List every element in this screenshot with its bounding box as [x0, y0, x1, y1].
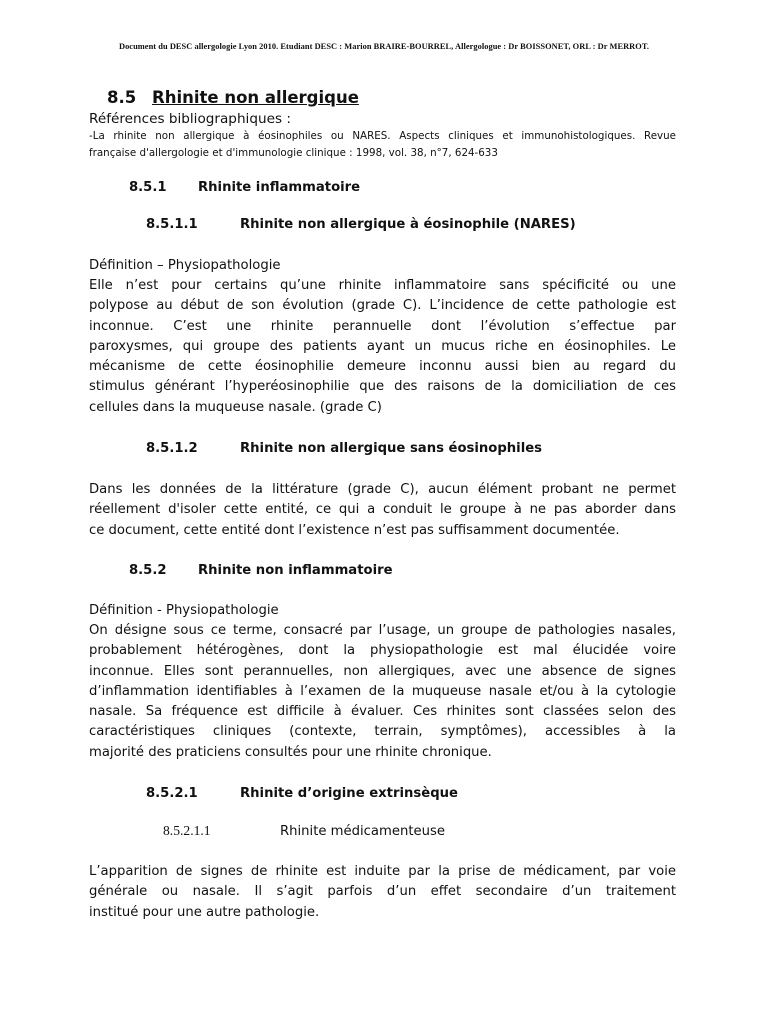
heading-number: 8.5.1.2 — [146, 441, 198, 456]
text-line: paroxysmes, qui groupe des patients ayant un mucus riche en éosinophiles. Le — [89, 338, 676, 354]
heading-number: 8.5.2.1.1 — [163, 823, 211, 838]
heading-8-5-1 — [129, 179, 360, 197]
reference-line: française d'allergologie et d'immunologie clinique : 1998, vol. 38, n°7, 624-633 — [89, 147, 498, 159]
section-heading — [107, 87, 359, 109]
text-line: probablement hétérogènes, dont la physiopathologie est mal élucidée voire — [89, 643, 676, 659]
definition-label: Définition - Physiopathologie — [89, 603, 279, 618]
heading-title: Rhinite inflammatoire — [198, 180, 361, 195]
heading-8-5-2-1 — [146, 785, 458, 803]
text-line: inconnue. Elles sont perannuelles, non allergiques, avec une absence de signes — [89, 663, 676, 679]
heading-number: 8.5.2 — [129, 563, 167, 578]
heading-title: Rhinite non allergique à éosinophile (NARES) — [240, 217, 576, 232]
paragraph-nares — [89, 276, 676, 418]
heading-number: 8.5.2.1 — [146, 786, 198, 801]
page-header: Document du DESC allergologie Lyon 2010. Etudiant DESC : Marion BRAIRE-BOURREL, Allergologue : Dr BOISSONET, ORL : Dr MERROT. — [118, 42, 650, 51]
references-label: Références bibliographiques : — [89, 111, 291, 127]
heading-number: 8.5.1 — [129, 180, 167, 195]
heading-number: 8.5.1.1 — [146, 217, 198, 232]
section-title: Rhinite non allergique — [152, 88, 359, 107]
definition-label: Définition – Physiopathologie — [89, 258, 281, 273]
heading-8-5-1-1 — [146, 216, 576, 234]
text-line: stimulus générant l’hyperéosinophilie que des raisons de la domiciliation de ces — [89, 379, 676, 395]
text-line: mécanisme de cette éosinophilie demeure inconnu aussi bien au regard du — [89, 359, 676, 375]
text-line: inconnue. C’est une rhinite perannuelle dont l’évolution s’effectue par — [89, 318, 676, 334]
paragraph-medicamenteuse — [89, 862, 676, 923]
text-line: générale ou nasale. Il s’agit parfois d’un effet secondaire d’un traitement — [89, 884, 676, 900]
heading-title: Rhinite d’origine extrinsèque — [240, 786, 458, 801]
heading-title: Rhinite non inflammatoire — [198, 563, 393, 578]
text-line: L’apparition de signes de rhinite est induite par la prise de médicament, par voie — [89, 864, 676, 879]
heading-title: Rhinite non allergique sans éosinophiles — [240, 441, 543, 456]
heading-8-5-2-1-1 — [163, 822, 445, 841]
text-line: ce document, cette entité dont l’existence n’est pas suffisamment documentée. — [89, 522, 620, 538]
text-line: cellules dans la muqueuse nasale. (grade C) — [89, 399, 382, 415]
heading-title: Rhinite médicamenteuse — [280, 824, 445, 839]
text-line: réellement d'isoler cette entité, ce qui a conduit le groupe à ne pas aborder dans — [89, 502, 676, 518]
text-line: Dans les données de la littérature (grade C), aucun élément probant ne permet — [89, 482, 676, 497]
heading-8-5-1-2 — [146, 440, 542, 458]
paragraph-sans-eosinophiles — [89, 480, 676, 541]
paragraph-non-inflammatoire — [89, 621, 676, 763]
text-line: caractéristiques cliniques (contexte, terrain, symptômes), accessibles à la — [89, 724, 676, 740]
section-number: 8.5 — [107, 88, 137, 107]
text-line: institué pour une autre pathologie. — [89, 904, 320, 920]
text-line: d’inflammation identifiables à l’examen de la muqueuse nasale et/ou à la cytologie — [89, 683, 676, 699]
text-line: nasale. Sa fréquence est difficile à évaluer. Ces rhinites sont classées selon des — [89, 704, 676, 720]
heading-8-5-2 — [129, 562, 393, 580]
text-line: On désigne sous ce terme, consacré par l’usage, un groupe de pathologies nasales, — [89, 623, 676, 638]
text-line: majorité des praticiens consultés pour une rhinite chronique. — [89, 744, 492, 760]
text-line: Elle n’est pour certains qu’une rhinite inflammatoire sans spécificité ou une — [89, 278, 676, 293]
text-line: polypose au début de son évolution (grade C). L’incidence de cette pathologie est — [89, 298, 676, 314]
references-entry — [89, 128, 676, 162]
reference-line: -La rhinite non allergique à éosinophiles ou NARES. Aspects cliniques et immunohistologiques. Revue — [89, 130, 676, 142]
